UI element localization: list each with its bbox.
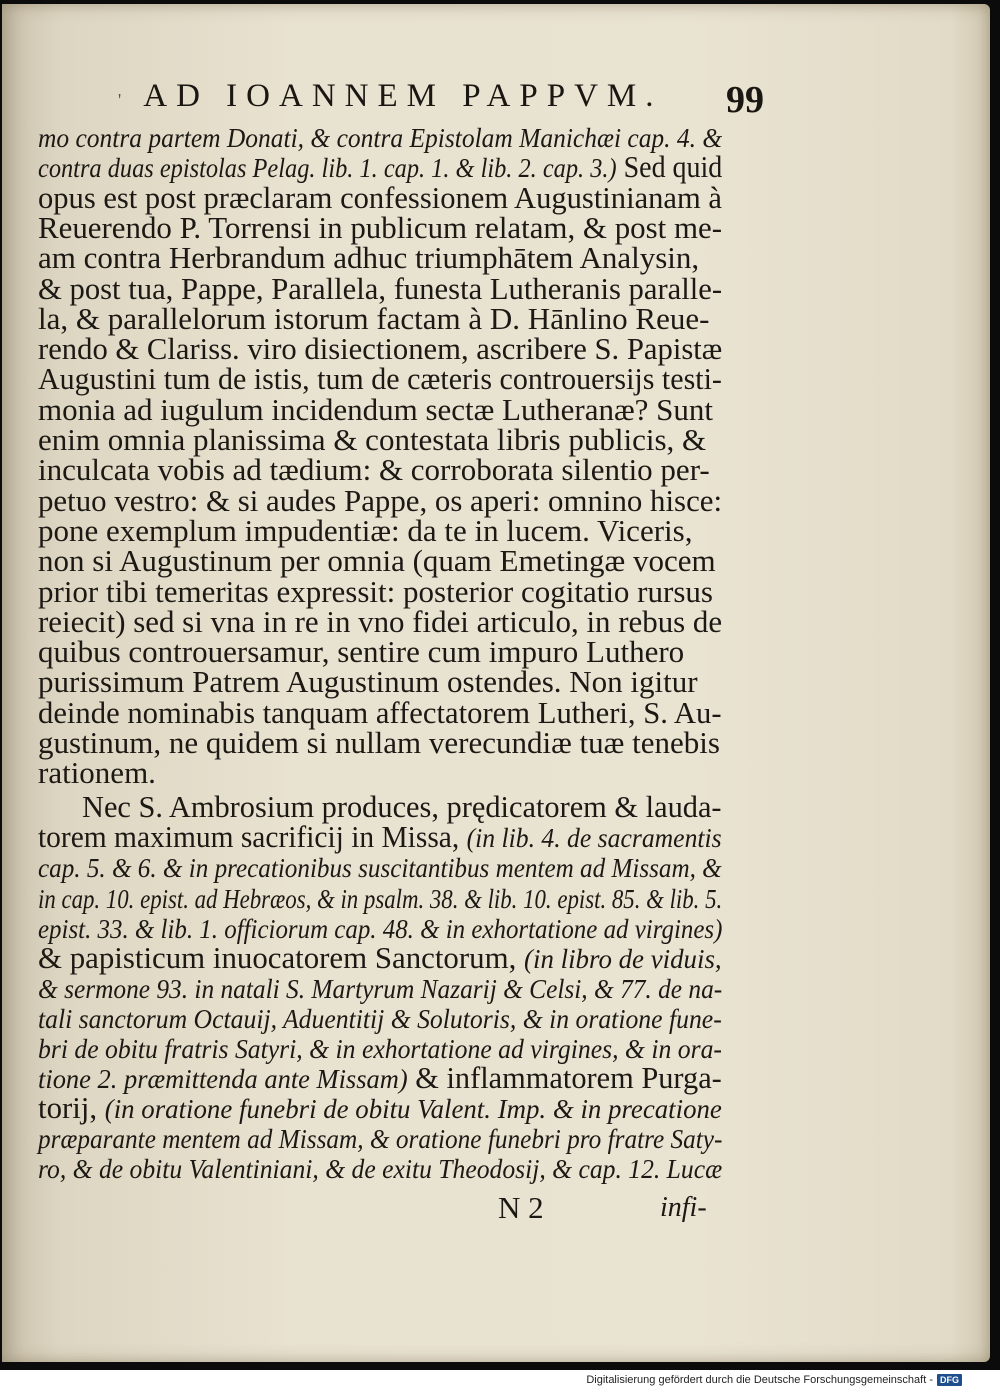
line-text: am contra Herbrandum adhuc triumphātem Analysin,: [38, 240, 700, 276]
running-head: [118, 78, 758, 124]
text-line: [38, 756, 156, 790]
italic-citation: (in lib. 4. de sacramentis: [466, 823, 722, 854]
line-text: & post tua, Pappe, Parallela, funesta Lutheranis paralle-: [38, 270, 723, 306]
line-text: torij,: [38, 1090, 105, 1126]
italic-citation: tali sanctorum Octauij, Aduentitij & Solutoris, & in oratione fune-: [38, 1003, 722, 1034]
line-text: inculcata vobis ad tædium: & corroborata silentio per-: [38, 452, 710, 488]
italic-citation: (in oratione funebri de obitu Valent. Imp. & in precatione: [104, 1094, 722, 1125]
running-head-title: AD IOANNEM PAPPVM.: [143, 78, 663, 114]
line-text: petuo vestro: & si audes Pappe, os aperi: omnino hisce:: [38, 482, 723, 518]
line-text: gustinum, ne quidem si nullam verecundiæ tuæ tenebis: [38, 725, 720, 760]
line-text: pone exemplum impudentiæ: da te in lucem. Viceris,: [38, 512, 693, 548]
italic-citation: ro, & de obitu Valentiniani, & de exitu Theodosij, & cap. 12. Lucæ: [38, 1154, 723, 1185]
line-text: opus est post præclaram confessionem Augustinianam à: [38, 179, 722, 215]
line-text: Nec S. Ambrosium produces, prędicatorem & lauda-: [82, 789, 722, 825]
line-text: monia ad iugulum incidendum sectæ Lutheranæ? Sunt: [38, 391, 713, 427]
digitization-credit: [586, 1374, 962, 1386]
line-text: quibus controuersamur, sentire cum impuro Luthero: [38, 634, 685, 670]
italic-citation: in cap. 10. epist. ad Hebræos, & in psalm. 38. & lib. 10. epist. 85. & lib. 5.: [38, 883, 723, 914]
line-text: rendo & Clariss. viro disiectionem, ascribere S. Papistæ: [38, 331, 723, 367]
credit-text: Digitalisierung gefördert durch die Deutsche Forschungsgemeinschaft -: [586, 1374, 933, 1386]
line-text: Reuerendo P. Torrensi in publicum relatam, & post me-: [38, 209, 723, 245]
line-text: & papisticum inuocatorem Sanctorum,: [38, 939, 525, 975]
line-text: la, & parallelorum istorum factam à D. Hānlino Reue-: [38, 300, 710, 336]
line-text: prior tibi temeritas expressit: posterior cogitatio rursus: [38, 573, 713, 609]
line-text: enim omnia planissima & contestata libris publicis, &: [38, 422, 707, 457]
line-text: non si Augustinum per omnia (quam Emetingæ vocem: [38, 543, 716, 579]
italic-citation: contra duas epistolas Pelag. lib. 1. cap. 1. & lib. 2. cap. 3.): [38, 153, 617, 184]
line-text: torem maximum sacrificij in Missa,: [38, 819, 467, 855]
italic-citation: cap. 5. & 6. & in precationibus suscitantibus mentem ad Missam, &: [38, 853, 722, 884]
italic-citation: (in libro de viduis,: [524, 943, 722, 974]
line-text: reiecit) sed si vna in re in vno fidei articulo, in rebus de: [38, 603, 723, 639]
dfg-logo: DFG: [937, 1374, 962, 1386]
line-text: deinde nominabis tanquam affectatorem Lutheri, S. Au-: [38, 694, 722, 730]
running-head-mark: ': [118, 90, 122, 110]
italic-citation: mo contra partem Donati, & contra Epistolam Manichæi cap. 4. &: [38, 123, 723, 153]
italic-citation: bri de obitu fratris Satyri, & in exhortatione ad virgines, & in ora-: [38, 1034, 722, 1064]
italic-citation: tione 2. præmittenda ante Missam): [38, 1064, 408, 1095]
italic-citation: epist. 33. & lib. 1. officiorum cap. 48. & in exhortatione ad virgines): [38, 913, 723, 944]
line-text: purissimum Patrem Augustinum ostendes. Non igitur: [38, 664, 698, 700]
signature-mark: N 2: [498, 1190, 544, 1225]
text-line: [38, 1151, 722, 1186]
italic-citation: & sermone 93. in natali S. Martyrum Nazarij & Celsi, & 77. de na-: [38, 973, 723, 1004]
line-text: Sed quid: [616, 149, 723, 185]
line-text: & inflammatorem Purga-: [407, 1060, 722, 1096]
line-text: Augustini tum de istis, tum de cæteris controuersijs testi-: [38, 361, 722, 397]
line-text: rationem.: [38, 755, 156, 791]
catchword: infi-: [660, 1192, 707, 1223]
page-number: 99: [726, 79, 764, 121]
italic-citation: præparante mentem ad Missam, & oratione funebri pro fratre Saty-: [38, 1124, 723, 1155]
